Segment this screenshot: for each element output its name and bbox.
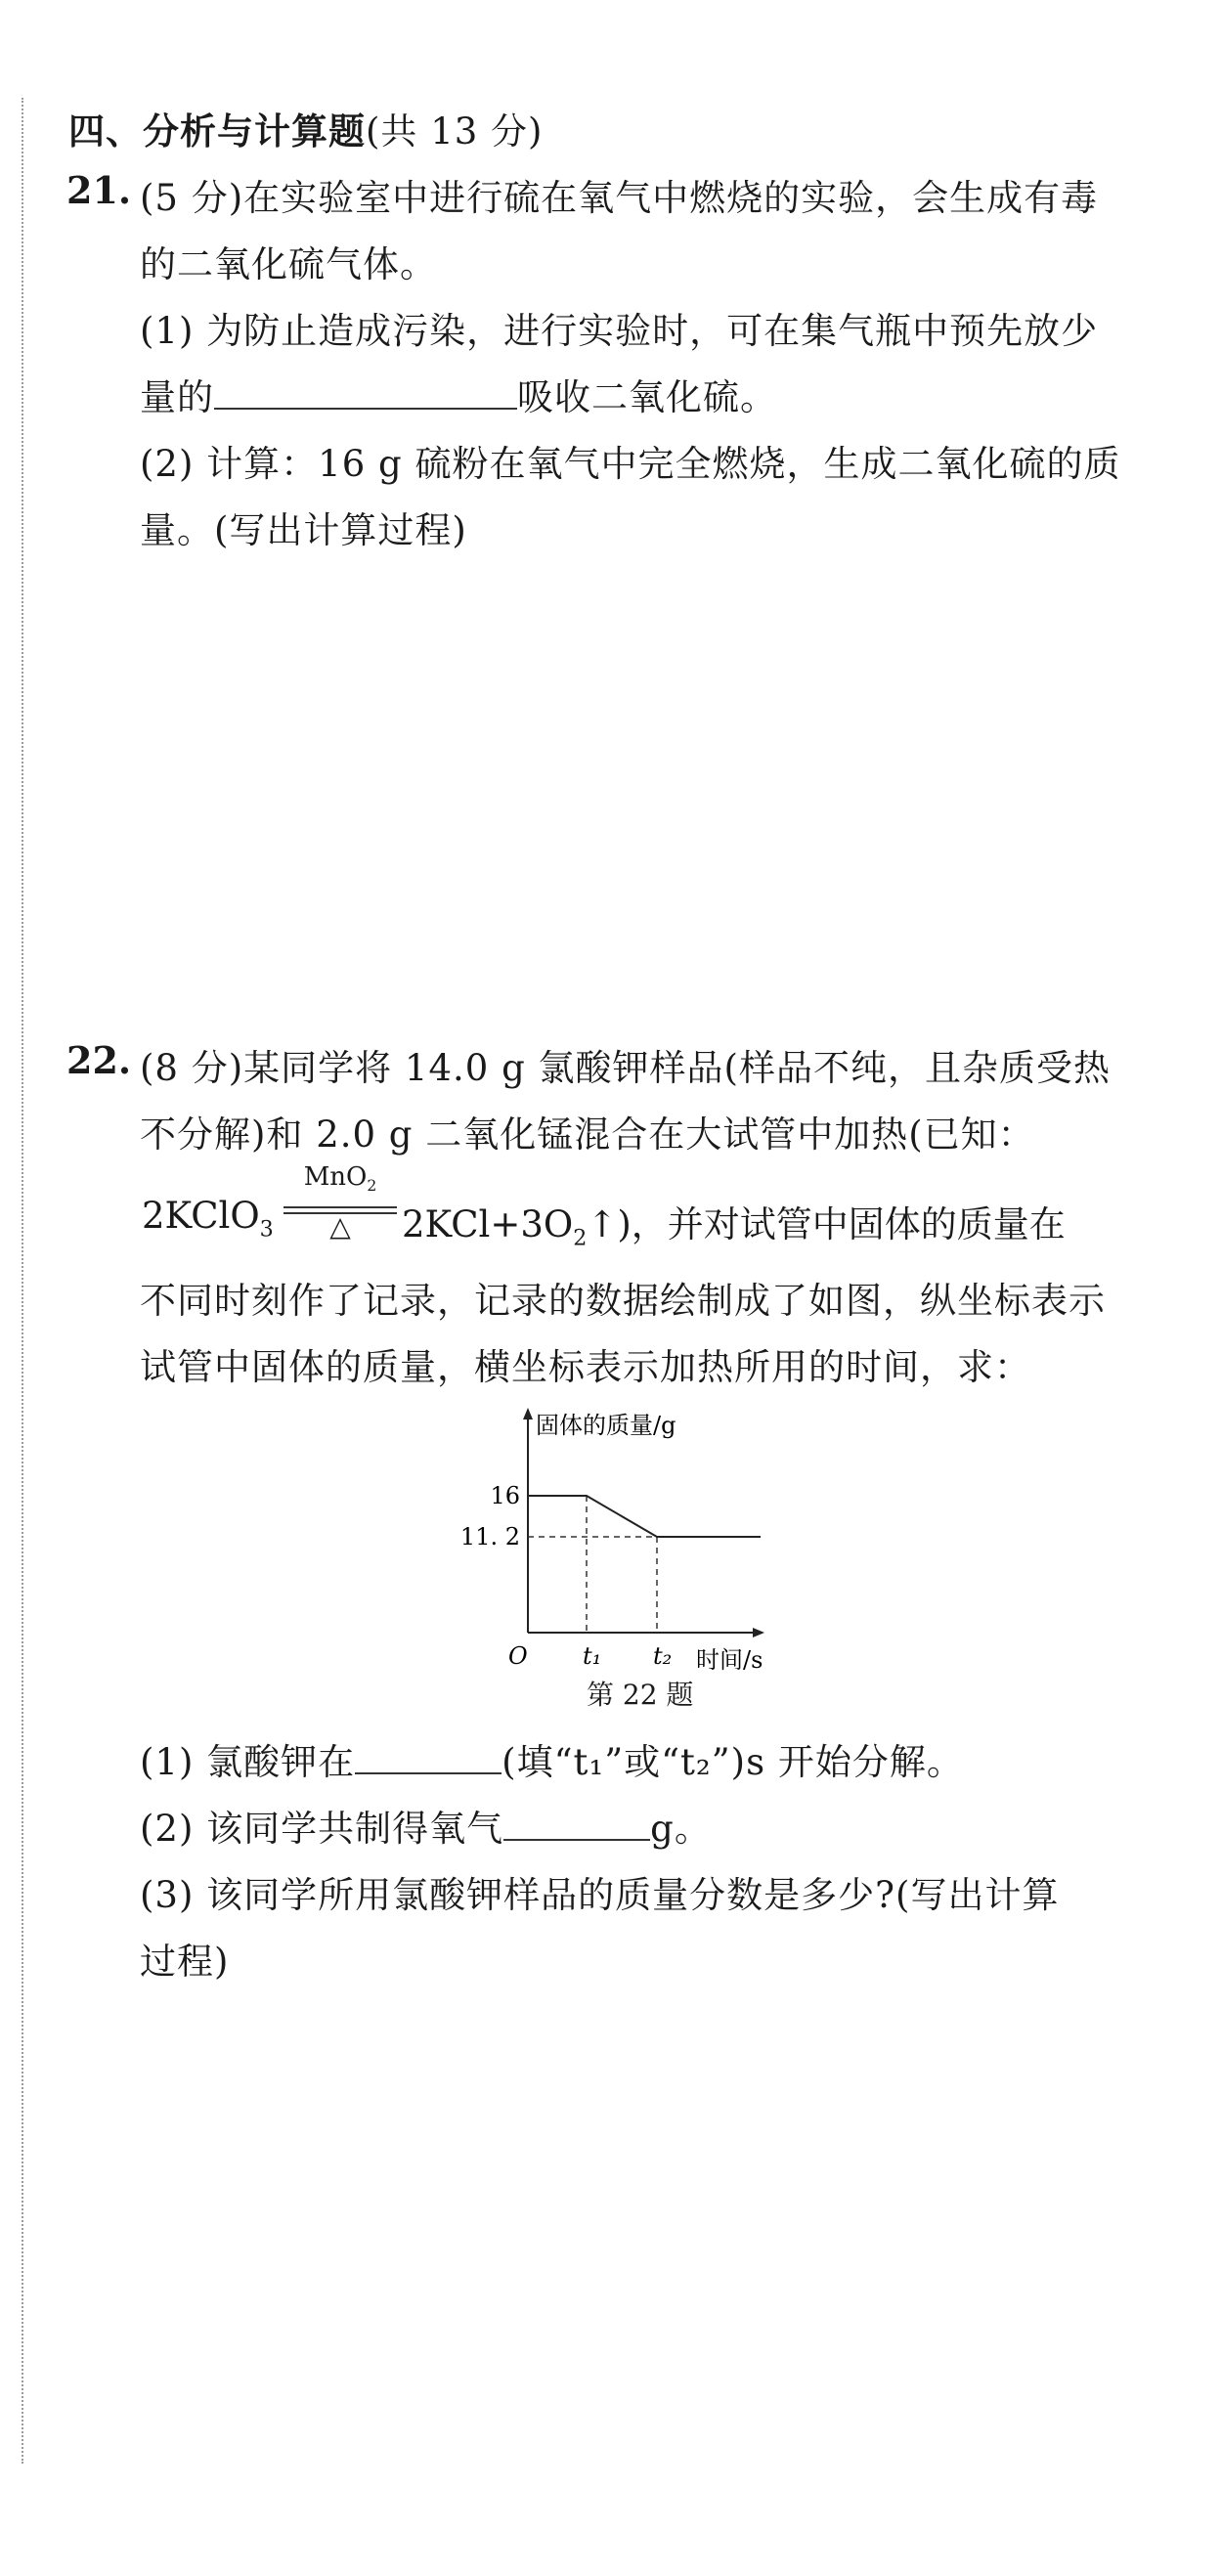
x-tick-t2: t₂ [653,1642,673,1670]
q22-sub1-blank[interactable] [355,1736,501,1774]
margin-dotted-line [22,98,23,2464]
q22-line1: (8 分)某同学将 14.0 g 氯酸钾样品(样品不纯，且杂质受热 [140,1047,1111,1089]
q21-part1-line1: (1) 为防止造成污染，进行实验时，可在集气瓶中预先放少 [140,310,1099,352]
y-axis-label: 固体的质量/g [536,1412,676,1439]
equation-arrow [282,1163,399,1242]
q21-part2-line1: (2) 计算：16 g 硫粉在氧气中完全燃烧，生成二氧化硫的质 [140,443,1121,485]
q22-sub1 [140,1732,964,1785]
x-axis-arrow [753,1628,764,1637]
q21-part2-line2: 量。(写出计算过程) [140,509,467,551]
q22-line2: 不分解)和 2.0 g 二氧化锰混合在大试管中加热(已知： [140,1113,1035,1156]
x-tick-t1: t₁ [583,1642,602,1670]
q22-sub1-prefix: (1) 氯酸钾在 [140,1741,356,1783]
q21-part1-line2 [140,368,777,420]
section-heading: 四、分析与计算题 [68,110,366,153]
q21-line1: (5 分)在实验室中进行硫在氧气中燃烧的实验，会生成有毒 [140,177,1099,219]
figure-caption: 第 22 题 [587,1679,694,1711]
mass-series-line [528,1496,761,1537]
y-tick-16: 16 [490,1482,520,1509]
q22-sub2-blank[interactable] [503,1803,650,1841]
q22-sub2-suffix: g。 [650,1808,712,1850]
x-axis-label: 时间/s [696,1646,763,1674]
y-axis-arrow [523,1408,533,1419]
section-points: (共 13 分) [366,110,544,153]
q22-sub3-line2: 过程) [140,1941,230,1983]
equation-lhs: 2KClO$_3$ [142,1195,274,1243]
q21-part1-suffix: 吸收二氧化硫。 [517,376,777,418]
chart-svg [459,1400,831,1693]
catalyst-label: MnO$_2$ [303,1162,377,1196]
q21-answer-blank[interactable] [214,371,517,410]
q22-number: 22. [66,1038,132,1082]
origin-label: O [508,1642,528,1670]
heat-condition: △ [329,1210,351,1243]
equation-rhs: $2KCl+3O_2↑$)，并对试管中固体的质量在 [402,1203,1066,1251]
q21-line2: 的二氧化硫气体。 [140,243,437,285]
q22-line4: 不同时刻作了记录，记录的数据绘制成了如图，纵坐标表示 [140,1280,1106,1322]
q22-sub3-line1: (3) 该同学所用氯酸钾样品的质量分数是多少?(写出计算 [140,1874,1060,1916]
q21-part1-prefix: 量的 [140,376,214,418]
section-title [68,102,543,154]
y-tick-11.2: 11. 2 [459,1523,520,1550]
q22-line5: 试管中固体的质量，横坐标表示加热所用的时间，求： [140,1346,1031,1388]
q21-number: 21. [66,168,132,212]
q22-sub1-suffix: (填“t₁”或“t₂”)s 开始分解。 [501,1741,964,1783]
q22-sub2-prefix: (2) 该同学共制得氧气 [140,1808,504,1850]
q22-sub2 [140,1799,712,1852]
chemical-equation [142,1162,1119,1251]
